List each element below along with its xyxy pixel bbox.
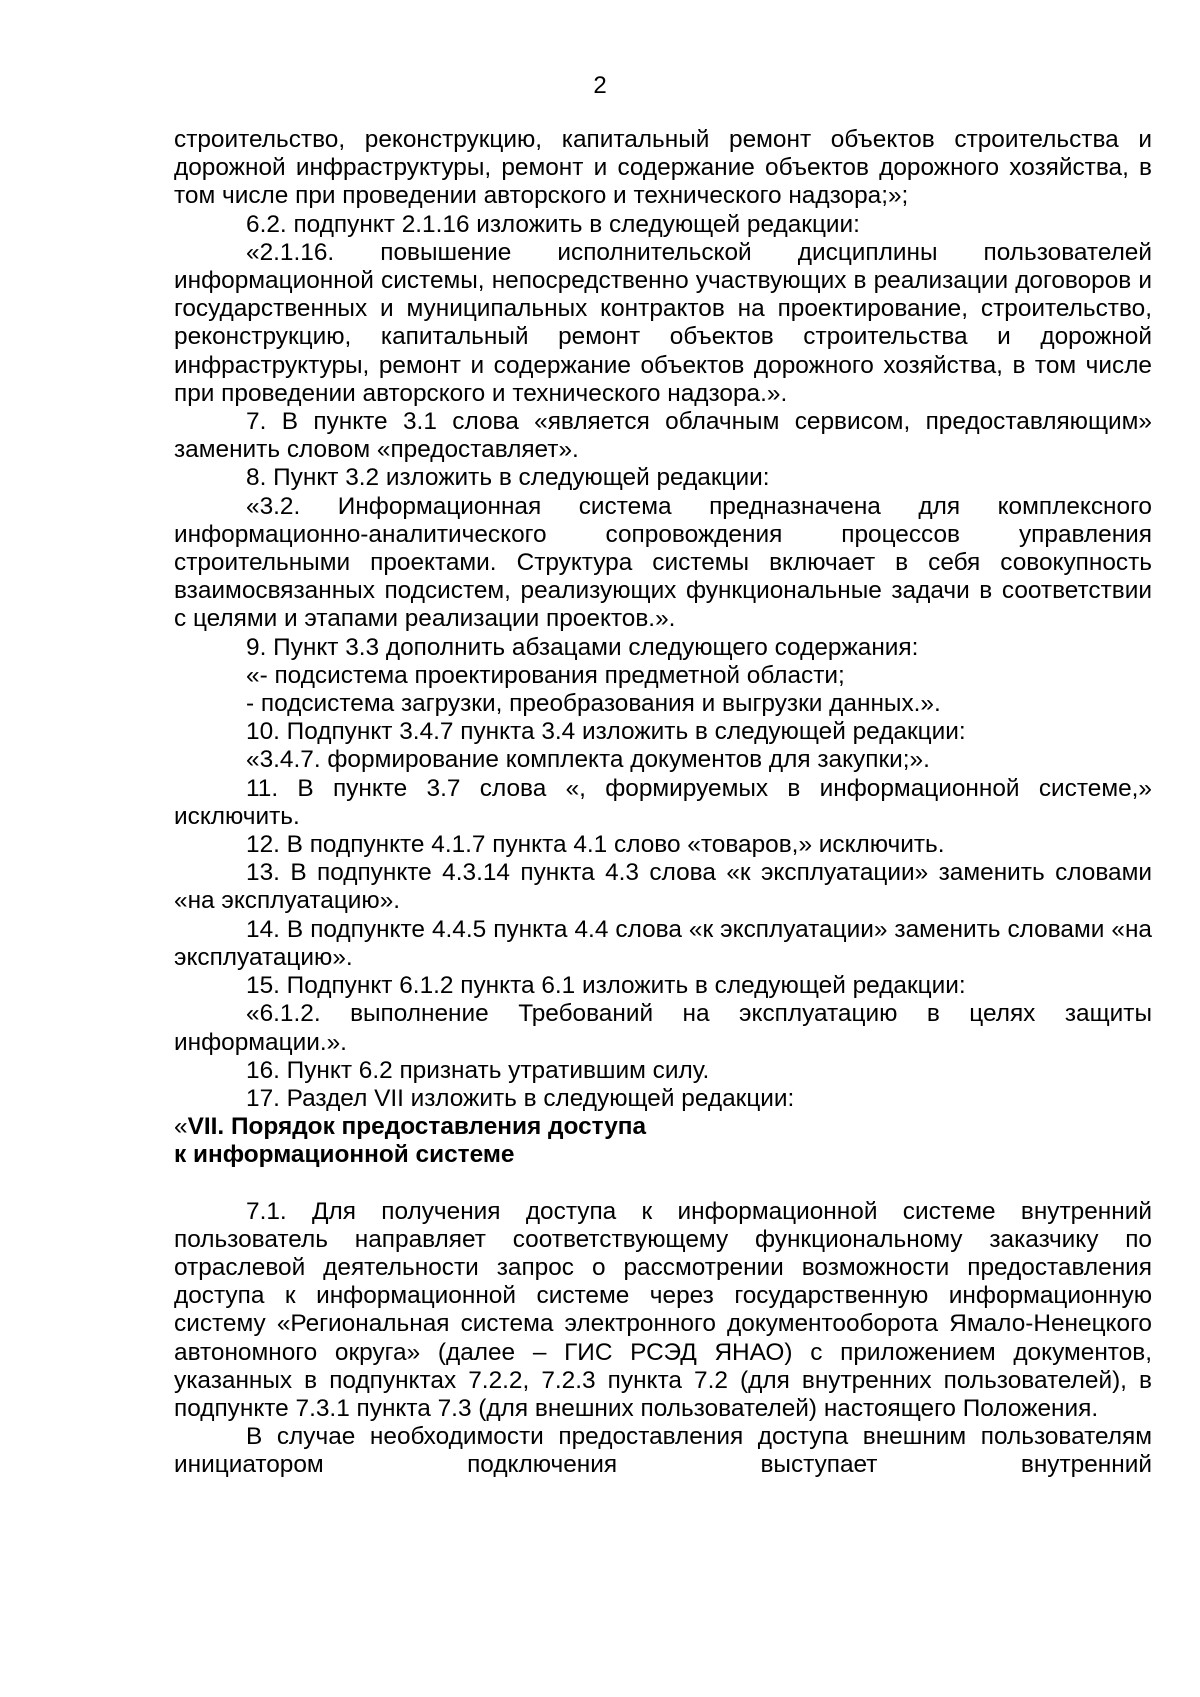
paragraph: 14. В подпункте 4.4.5 пункта 4.4 слова «к эксплуатации» заменить словами «на эксплуатацию». <box>174 915 1152 971</box>
paragraph: «- подсистема проектирования предметной области; <box>246 661 845 689</box>
paragraph: «3.2. Информационная система предназначена для комплексного информационно-аналитического сопровождения процессов управления строительными проектами. Структура системы включает в себя совокупность взаимосвязанных подсистем, реализующих функциональные задачи в соответствии с целями и этапами реализации проектов.». <box>174 492 1152 633</box>
section-heading-line-1 <box>174 1113 1152 1141</box>
paragraph: «2.1.16. повышение исполнительской дисциплины пользователей информационной системы, непосредственно участвующих в реализации договоров и государственных и муниципальных контрактов на проектирование, строительство, реконструкцию, капитальный ремонт объектов строительства и дорожной инфраструктуры, ремонт и содержание объектов дорожного хозяйства, в том числе при проведении авторского и технического надзора.». <box>174 238 1152 407</box>
section-heading-title: VII. Порядок предоставления доступа <box>187 1113 647 1141</box>
paragraph: 15. Подпункт 6.1.2 пункта 6.1 изложить в следующей редакции: <box>246 972 966 1000</box>
paragraph: 10. Подпункт 3.4.7 пункта 3.4 изложить в следующей редакции: <box>246 718 966 746</box>
paragraph: 11. В пункте 3.7 слова «, формируемых в информационной системе,» исключить. <box>174 774 1152 830</box>
paragraph: 9. Пункт 3.3 дополнить абзацами следующего содержания: <box>246 633 919 661</box>
section-heading-line-2: к информационной системе <box>174 1141 515 1169</box>
paragraph: 7. В пункте 3.1 слова «является облачным сервисом, предоставляющим» заменить словом «предоставляет». <box>174 408 1152 464</box>
paragraph: 13. В подпункте 4.3.14 пункта 4.3 слова «к эксплуатации» заменить словами «на эксплуатацию». <box>174 859 1152 915</box>
paragraph: «6.1.2. выполнение Требований на эксплуатацию в целях защиты информации.». <box>174 1000 1152 1056</box>
paragraph: 12. В подпункте 4.1.7 пункта 4.1 слово «товаров,» исключить. <box>246 831 945 859</box>
paragraph: 16. Пункт 6.2 признать утратившим силу. <box>246 1056 710 1084</box>
document-body <box>174 126 1152 1480</box>
opening-quote: « <box>174 1113 188 1141</box>
paragraph: 17. Раздел VII изложить в следующей редакции: <box>246 1084 795 1112</box>
section-heading <box>174 1113 1152 1169</box>
paragraph: В случае необходимости предоставления доступа внешним пользователям инициатором подключения выступает внутренний <box>174 1423 1152 1479</box>
paragraph: - подсистема загрузки, преобразования и выгрузки данных.». <box>246 690 941 718</box>
paragraph: «3.4.7. формирование комплекта документов для закупки;». <box>246 746 930 774</box>
paragraph: 8. Пункт 3.2 изложить в следующей редакции: <box>246 464 770 492</box>
paragraph: 6.2. подпункт 2.1.16 изложить в следующей редакции: <box>246 210 860 238</box>
paragraph: строительство, реконструкцию, капитальный ремонт объектов строительства и дорожной инфраструктуры, ремонт и содержание объектов дорожного хозяйства, в том числе при проведении авторского и технического надзора;»; <box>174 126 1152 210</box>
paragraph: 7.1. Для получения доступа к информационной системе внутренний пользователь направляет соответствующему функциональному заказчику по отраслевой деятельности запрос о рассмотрении возможности предоставления доступа к информационной системе через государственную информационную систему «Региональная система электронного документооборота Ямало-Ненецкого автономного округа» (далее – ГИС РСЭД ЯНАО) с приложением документов, указанных в подпунктах 7.2.2, 7.2.3 пункта 7.2 (для внутренних пользователей), в подпункте 7.3.1 пункта 7.3 (для внешних пользователей) настоящего Положения. <box>174 1197 1152 1422</box>
page-number: 2 <box>593 72 607 99</box>
